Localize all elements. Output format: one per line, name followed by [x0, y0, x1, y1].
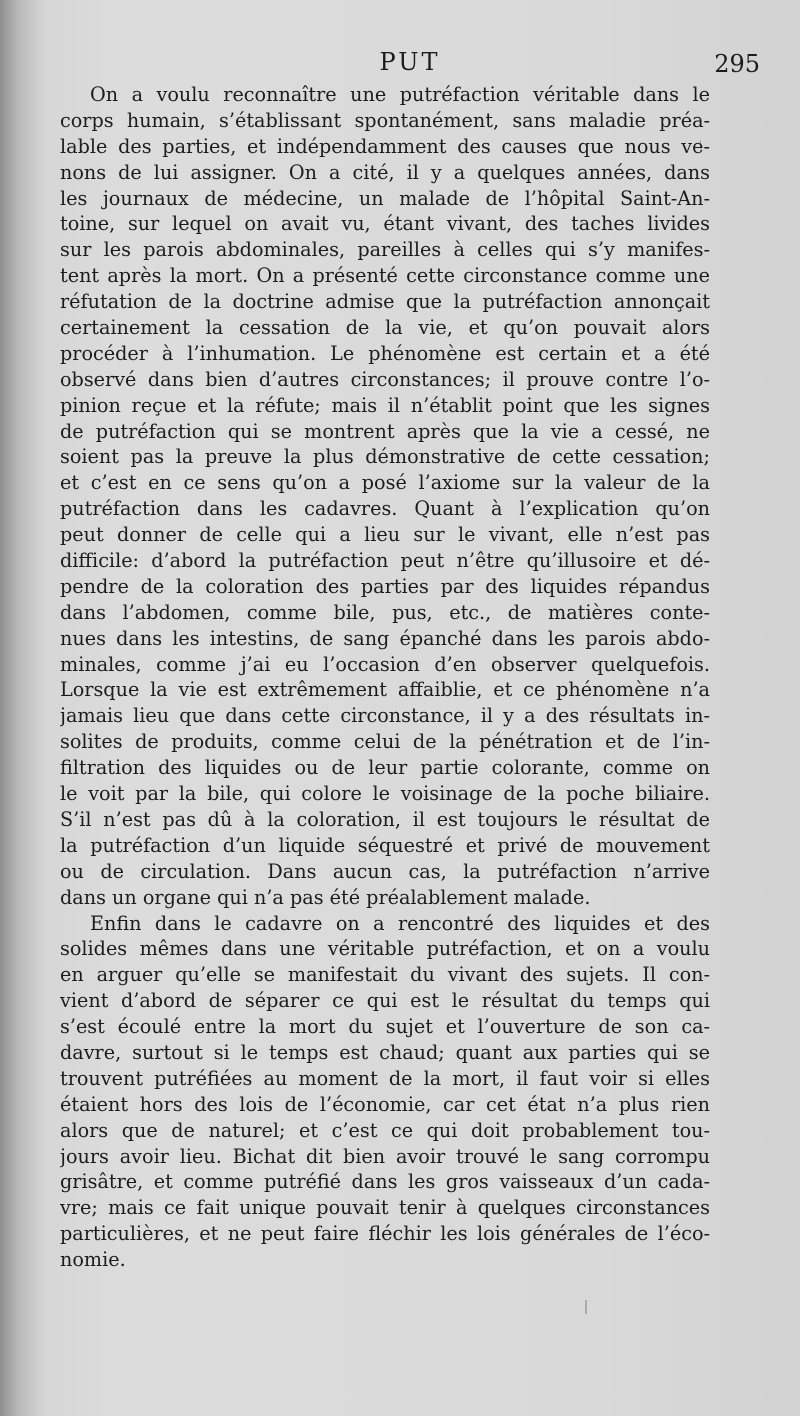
text-line: putréfaction dans les cadavres. Quant à l’explication qu’on [60, 497, 710, 521]
text-line: certainement la cessation de la vie, et qu’on pouvait alors [60, 316, 710, 340]
text-line: le voit par la bile, qui colore le voisinage de la poche biliaire. [60, 782, 710, 806]
text-line: davre, surtout si le temps est chaud; quant aux parties qui se [60, 1040, 710, 1064]
text-line: les journaux de médecine, un malade de l’hôpital Saint-An- [60, 186, 710, 210]
text-line: nons de lui assigner. On a cité, il y a quelques années, dans [60, 160, 710, 184]
text-line: trouvent putréfiées au moment de la mort, il faut voir si elles [60, 1066, 710, 1090]
text-line: de putréfaction qui se montrent après que la vie a cessé, ne [60, 419, 710, 443]
text-line: vient d’abord de séparer ce qui est le résultat du temps qui [60, 989, 710, 1013]
text-line: sur les parois abdominales, pareilles à celles qui s’y manifes- [60, 238, 710, 262]
text-line: la putréfaction d’un liquide séquestré et privé de mouvement [60, 833, 710, 857]
text-line: soient pas la preuve la plus démonstrative de cette cessation; [60, 445, 710, 469]
running-title: PUT [379, 48, 441, 76]
text-line: s’est écoulé entre la mort du sujet et l’ouverture de son ca- [60, 1015, 710, 1039]
text-line: en arguer qu’elle se manifestait du vivant des sujets. Il con- [60, 963, 710, 987]
text-line: nues dans les intestins, de sang épanché dans les parois abdo- [60, 626, 710, 650]
text-line: vre; mais ce fait unique pouvait tenir à quelques circonstances [60, 1196, 710, 1220]
text-line: toine, sur lequel on avait vu, étant vivant, des taches livides [60, 212, 710, 236]
text-line: jours avoir lieu. Bichat dit bien avoir trouvé le sang corrompu [60, 1144, 710, 1168]
text-line: jamais lieu que dans cette circonstance, il y a des résultats in- [60, 704, 710, 728]
text-line: peut donner de celle qui a lieu sur le vivant, elle n’est pas [60, 523, 710, 547]
page-header [60, 48, 760, 80]
text-line: Enfin dans le cadavre on a rencontré des liquides et des [90, 911, 710, 935]
text-line: particulières, et ne peut faire fléchir les lois générales de l’éco- [60, 1222, 710, 1246]
text-line: grisâtre, et comme putréfié dans les gros vaisseaux d’un cada- [60, 1170, 710, 1194]
text-line: solides mêmes dans une véritable putréfaction, et on a voulu [60, 937, 710, 961]
text-line: pinion reçue et la réfute; mais il n’établit point que les signes [60, 393, 710, 417]
text-line: ou de circulation. Dans aucun cas, la putréfaction n’arrive [60, 859, 710, 883]
text-line: dans l’abdomen, comme bile, pus, etc., de matières conte- [60, 600, 710, 624]
text-line: étaient hors des lois de l’économie, car cet état n’a plus rien [60, 1092, 710, 1116]
paper-speck [585, 1300, 587, 1314]
text-line: dans un organe qui n’a pas été préalablement malade. [60, 885, 591, 909]
text-line: corps humain, s’établissant spontanément, sans maladie préa- [60, 108, 710, 132]
text-line: nomie. [60, 1248, 126, 1272]
body-text [60, 82, 710, 1273]
text-line: filtration des liquides ou de leur partie colorante, comme on [60, 756, 710, 780]
text-line: tent après la mort. On a présenté cette circonstance comme une [60, 264, 710, 288]
text-line: alors que de naturel; et c’est ce qui doit probablement tou- [60, 1118, 710, 1142]
text-line: S’il n’est pas dû à la coloration, il est toujours le résultat de [60, 807, 710, 831]
text-line: solites de produits, comme celui de la pénétration et de l’in- [60, 730, 710, 754]
text-line: On a voulu reconnaître une putréfaction véritable dans le [90, 83, 710, 106]
text-line: difficile: d’abord la putréfaction peut n’être qu’illusoire et dé- [60, 549, 710, 573]
text-line: minales, comme j’ai eu l’occasion d’en observer quelquefois. [60, 652, 710, 676]
text-line: observé dans bien d’autres circonstances; il prouve contre l’o- [60, 367, 710, 391]
page-number: 295 [714, 50, 760, 78]
text-line: lable des parties, et indépendamment des causes que nous ve- [60, 134, 710, 158]
text-line: procéder à l’inhumation. Le phénomène est certain et a été [60, 341, 710, 365]
text-line: et c’est en ce sens qu’on a posé l’axiome sur la valeur de la [60, 471, 710, 495]
text-line: réfutation de la doctrine admise que la putréfaction annonçait [60, 290, 710, 314]
text-line: Lorsque la vie est extrêmement affaiblie, et ce phénomène n’a [60, 678, 710, 702]
text-line: pendre de la coloration des parties par des liquides répandus [60, 574, 710, 598]
